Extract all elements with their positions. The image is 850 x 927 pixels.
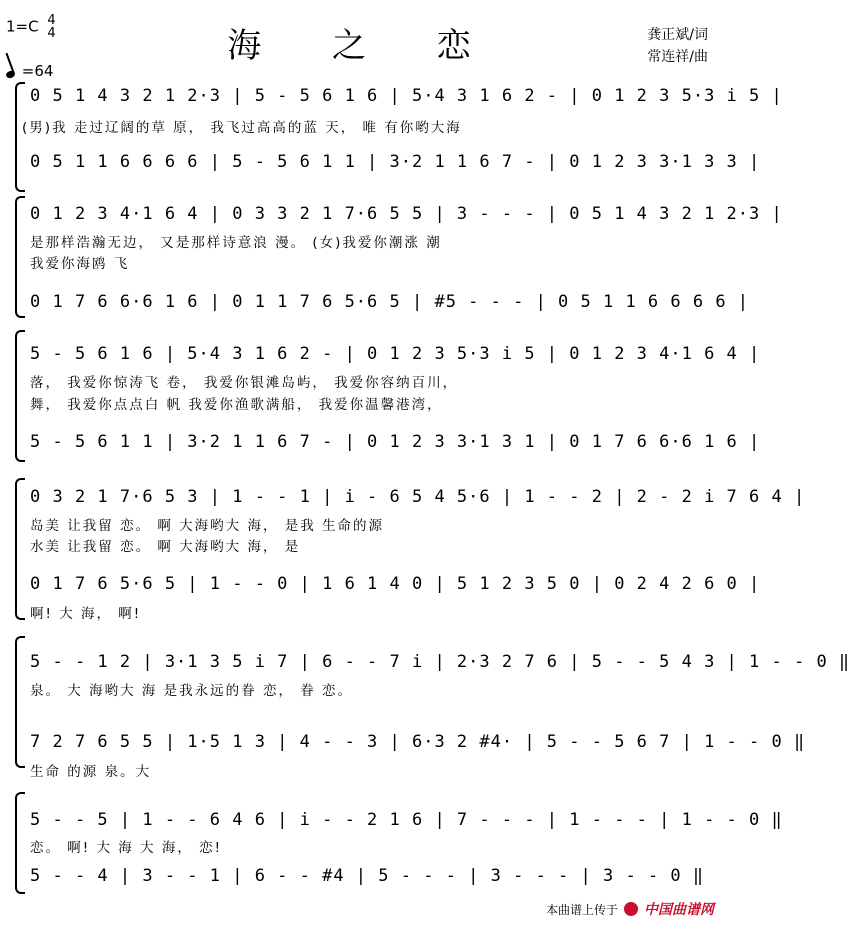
site-logo-icon xyxy=(624,902,638,916)
lyric-line: (男)我 走过辽阔的草 原， 我飞过高高的蓝 天， 唯 有你哟大海 xyxy=(22,120,462,136)
lyric-line: 舞， 我爱你点点白 帆 我爱你渔歌满船， 我爱你温馨港湾， xyxy=(30,397,443,413)
quarter-note-icon xyxy=(5,70,16,80)
harmony-lyric-line: 生命 的源 泉。大 xyxy=(30,764,152,780)
harmony-line: 5 - - 4 | 3 - - 1 | 6 - - #4 | 5 - - - | 3 - - - | 3 - - 0 ‖ xyxy=(30,866,705,886)
lyricist: 龚正斌/词 xyxy=(647,27,708,43)
system-brace xyxy=(15,792,25,894)
harmony-line: 7 2 7 6 5 5 | 1·5 1 3 | 4 - - 3 | 6·3 2 #4· | 5 - - 5 6 7 | 1 - - 0 ‖ xyxy=(30,732,806,752)
lyric-line: 落， 我爱你惊涛飞 卷， 我爱你银滩岛屿， 我爱你容纳百川， xyxy=(30,375,459,391)
harmony-line: 5 - 5 6 1 1 | 3·2 1 1 6 7 - | 0 1 2 3 3·1 3 1 | 0 1 7 6 6·6 1 6 | xyxy=(30,432,761,452)
melody-line: 5 - - 1 2 | 3·1 3 5 i 7 | 6 - - 7 i | 2·3 2 7 6 | 5 - - 5 4 3 | 1 - - 0 ‖ xyxy=(30,652,850,672)
footer xyxy=(546,899,714,919)
harmony-line: 0 5 1 1 6 6 6 6 | 5 - 5 6 1 1 | 3·2 1 1 6 7 - | 0 1 2 3 3·1 3 3 | xyxy=(30,152,761,172)
melody-line: 5 - - 5 | 1 - - 6 4 6 | i - - 2 1 6 | 7 - - - | 1 - - - | 1 - - 0 ‖ xyxy=(30,810,783,830)
lyric-line: 泉。 大 海哟大 海 是我永远的眷 恋， 眷 恋。 xyxy=(30,683,354,699)
harmony-lyric-line: 啊! 大 海， 啊! xyxy=(30,606,142,622)
harmony-line: 0 1 7 6 6·6 1 6 | 0 1 1 7 6 5·6 5 | #5 - - - | 0 5 1 1 6 6 6 6 | xyxy=(30,292,750,312)
lyric-line: 是那样浩瀚无边， 又是那样诗意浪 漫。 (女)我爱你潮涨 潮 xyxy=(30,235,442,251)
time-signature-bottom: 4 xyxy=(47,26,56,41)
footer-text: 本曲谱上传于 xyxy=(545,902,618,917)
system-brace xyxy=(15,636,25,768)
system-brace xyxy=(15,330,25,462)
tempo-value: =64 xyxy=(21,62,54,80)
system-brace xyxy=(15,82,25,192)
tempo-mark xyxy=(6,62,56,80)
lyric-line: 水美 让我留 恋。 啊 大海哟大 海， 是 xyxy=(30,539,301,555)
lyric-line: 岛美 让我留 恋。 啊 大海哟大 海， 是我 生命的源 xyxy=(30,518,385,534)
system-brace xyxy=(15,478,25,620)
key-signature: 1=C xyxy=(6,17,39,36)
lyric-line: 恋。 啊! 大 海 大 海， 恋! xyxy=(30,840,223,856)
page-title: 海 之 恋 xyxy=(227,26,501,66)
harmony-line: 0 1 7 6 5·6 5 | 1 - - 0 | 1 6 1 4 0 | 5 1 2 3 5 0 | 0 2 4 2 6 0 | xyxy=(30,574,761,594)
melody-line: 0 1 2 3 4·1 6 4 | 0 3 3 2 1 7·6 5 5 | 3 - - - | 0 5 1 4 3 2 1 2·3 | xyxy=(30,204,783,224)
time-signature xyxy=(47,14,55,40)
melody-line: 0 5 1 4 3 2 1 2·3 | 5 - 5 6 1 6 | 5·4 3 1 6 2 - | 0 1 2 3 5·3 i 5 | xyxy=(30,86,783,106)
melody-line: 0 3 2 1 7·6 5 3 | 1 - - 1 | i - 6 5 4 5·6 | 1 - - 2 | 2 - 2 i 7 6 4 | xyxy=(30,487,806,507)
melody-line: 5 - 5 6 1 6 | 5·4 3 1 6 2 - | 0 1 2 3 5·3 i 5 | 0 1 2 3 4·1 6 4 | xyxy=(30,344,761,364)
site-name[interactable]: 中国曲谱网 xyxy=(644,902,714,918)
credits xyxy=(647,24,708,68)
composer: 常连祥/曲 xyxy=(647,49,708,65)
key-signature-block xyxy=(6,14,56,80)
system-brace xyxy=(15,196,25,318)
time-signature-top: 4 xyxy=(47,13,56,28)
lyric-line: 我爱你海鸥 飞 xyxy=(30,256,130,272)
